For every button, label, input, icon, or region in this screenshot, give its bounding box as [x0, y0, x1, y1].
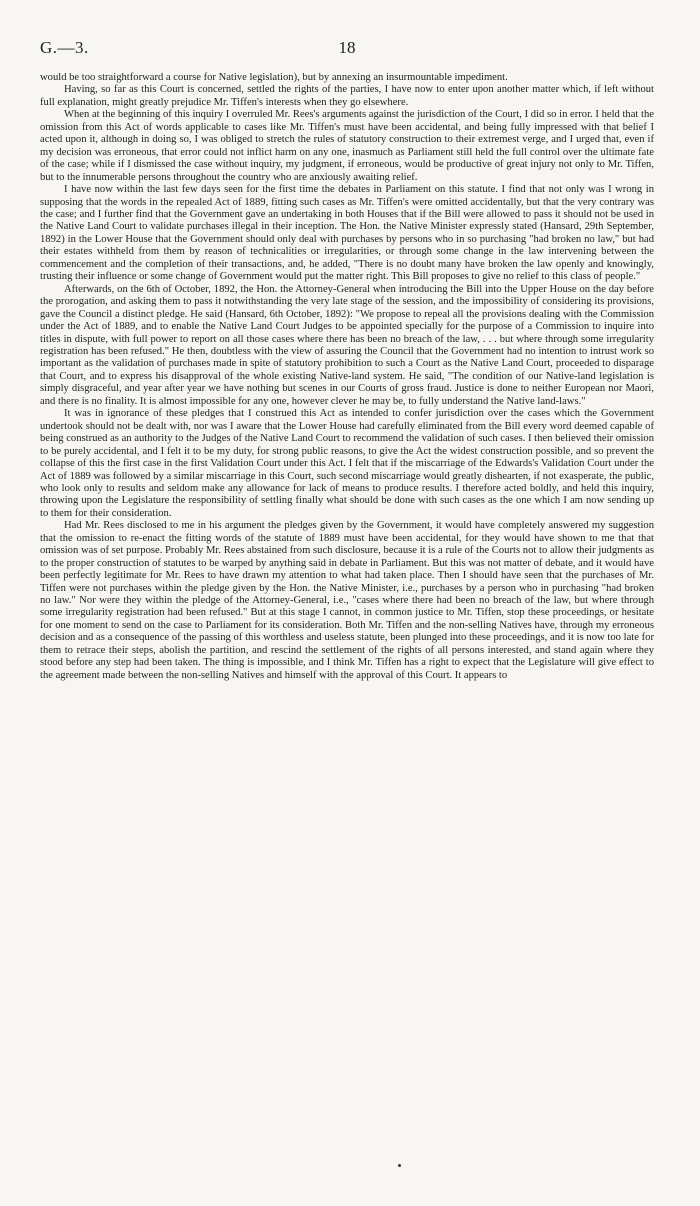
paragraph: Had Mr. Rees disclosed to me in his argument the pledges given by the Government, it would have completely answered my suggestion that the omission to re-enact the fitting words of the statute of 1889 must have been accidental, for they would have shown to me that that omission was of set purpose. Probably Mr. Rees abstained from such disclosure, because it is a rule of the Courts not to allow their judgments as to the proper construction of statutes to be warped by anything said in debate in Parliament. But this was not matter of debate, and it would have been perfectly legitimate for Mr. Rees to have drawn my attention to what had taken place. Then I should have seen that the purchases of Mr. Tiffen were not purchases within the pledge given by the Hon. the Native Minister, i.e., purchases by a person who in purchasing "had broken no law." Nor were they within the pledge of the Attorney-General, i.e., "cases where there had been no breach of the law, but where through some irregularity registration had been refused." But at this stage I cannot, in common justice to Mr. Tiffen, stop these proceedings, or hesitate for one moment to send on the case to Parliament for its consideration. Both Mr. Tiffen and the non-selling Natives have, through my erroneous decision and as a consequence of the passing of this worthless and useless statute, been plunged into these proceedings, and it is now too late for them to retrace their steps, abolish the partition, and rescind the settlement of the rights of all persons interested, and stand again where they stood before any step had been taken. The thing is impossible, and I think Mr. Tiffen has a right to expect that the Legislature will give effect to the agreement made between the non-selling Natives and himself with the approval of this Court. It appears to [40, 520, 654, 681]
body-text [40, 72, 654, 682]
paragraph: It was in ignorance of these pledges that I construed this Act as intended to confer jurisdiction over the cases which the Government undertook should not be dealt with, nor was I aware that the Lower House had carefully eliminated from the Bill every word deemed capable of being construed as an authority to the Judges of the Native Land Court to recommend the validation of such cases. I then believed their omission to be purely accidental, and I felt it to be my duty, for strong public reasons, to give the Act the widest construction possible, and so prevent the collapse of this the first case in the first Validation Court under this Act. I felt that if the miscarriage of the Edwards's Validation Court under the Act of 1889 was followed by a similar miscarriage in this Court, such second miscarriage would greatly dishearten, if not exasperate, the public, who look only to results and seldom make any allowance for lack of means to produce results. I therefore acted boldly, and held this inquiry, throwing upon the Legislature the responsibility of settling finally what should be done with such cases as the one which I am now sending up to them for their consideration. [40, 408, 654, 519]
paragraph: When at the beginning of this inquiry I overruled Mr. Rees's arguments against the jurisdiction of the Court, I did so in error. I held that the omission from this Act of words applicable to cases like Mr. Tiffen's must have been accidental, and being fully impressed with that belief I acted upon it, although in doing so, I was obliged to stretch the rules of statutory construction to their extremest verge, and I urged that, even if my decision was erroneous, that error could not inflict harm on any one, inasmuch as Parliament still held the full control over the ultimate fate of the case; while if I dismissed the case without inquiry, my judgment, if erroneous, would be productive of great injury not only to Mr. Tiffen, but to the innumerable persons throughout the country who are anxiously awaiting relief. [40, 109, 654, 183]
page-number: 18 [338, 38, 356, 57]
page-header [40, 38, 654, 62]
paragraph: Afterwards, on the 6th of October, 1892, the Hon. the Attorney-General when introducing the Bill into the Upper House on the day before the prorogation, and asking them to pass it notwithstanding the very late stage of the session, and the impossibility of considering its provisions, gave the Council a distinct pledge. He said (Hansard, 6th October, 1892): "We propose to repeal all the provisions dealing with the Commission under the Act of 1889, and to enable the Native Land Court Judges to be appointed specially for the purpose of a Commission to inquire into titles in dispute, with full power to report on all those cases where there has been no breach of the law, . . . but where through some irregularity registration has been refused." He then, doubtless with the view of assuring the Council that the Government had no intention to intrust work so important as the validation of purchases made in spite of statutory prohibition to such a Court as the Native Land Court, proceeded to disparage that Court, and to express his disapproval of the whole existing Native-land system. He said, "The condition of our Native-land legislation is simply disgraceful, and year after year we have nothing but scenes in our Courts of gross fraud. Justice is done to neither European nor Maori, and there is no finality. It is almost impossible for any one, however clever he may be, to fully understand the Native land-laws." [40, 283, 654, 407]
paragraph: I have now within the last few days seen for the first time the debates in Parliament on this statute. I find that not only was I wrong in supposing that the words in the repealed Act of 1889, fitting such cases as Mr. Tiffen's were omitted accidentally, but that the very contrary was the case; and I further find that the Government gave an undertaking in both Houses that if the Bill were allowed to pass it should not be used in the Native Land Court to validate purchases illegal in their inception. The Hon. the Native Minister expressly stated (Hansard, 29th September, 1892) in the Lower House that the Government should only deal with purchases by persons who in so purchasing "had broken no law," but had their estates withheld from them by reason of technicalities or irregularities, or through some change in the law intervening between the commencement and the completion of their transactions, and, he added, "There is no doubt many have broken the law openly and knowingly, trusting their influence or some change of Government would put the matter right. This Bill proposes to give no relief to this class of people." [40, 184, 654, 283]
paragraph-continued: would be too straightforward a course for Native legislation), but by annexing an insurmountable impediment. [40, 72, 508, 83]
paragraph: Having, so far as this Court is concerned, settled the rights of the parties, I have now to enter upon another matter which, if left without full explanation, might greatly prejudice Mr. Tiffen's interests when they go elsewhere. [40, 84, 654, 108]
document-reference: G.—3. [40, 38, 89, 57]
page-mark-dot [398, 1164, 401, 1167]
